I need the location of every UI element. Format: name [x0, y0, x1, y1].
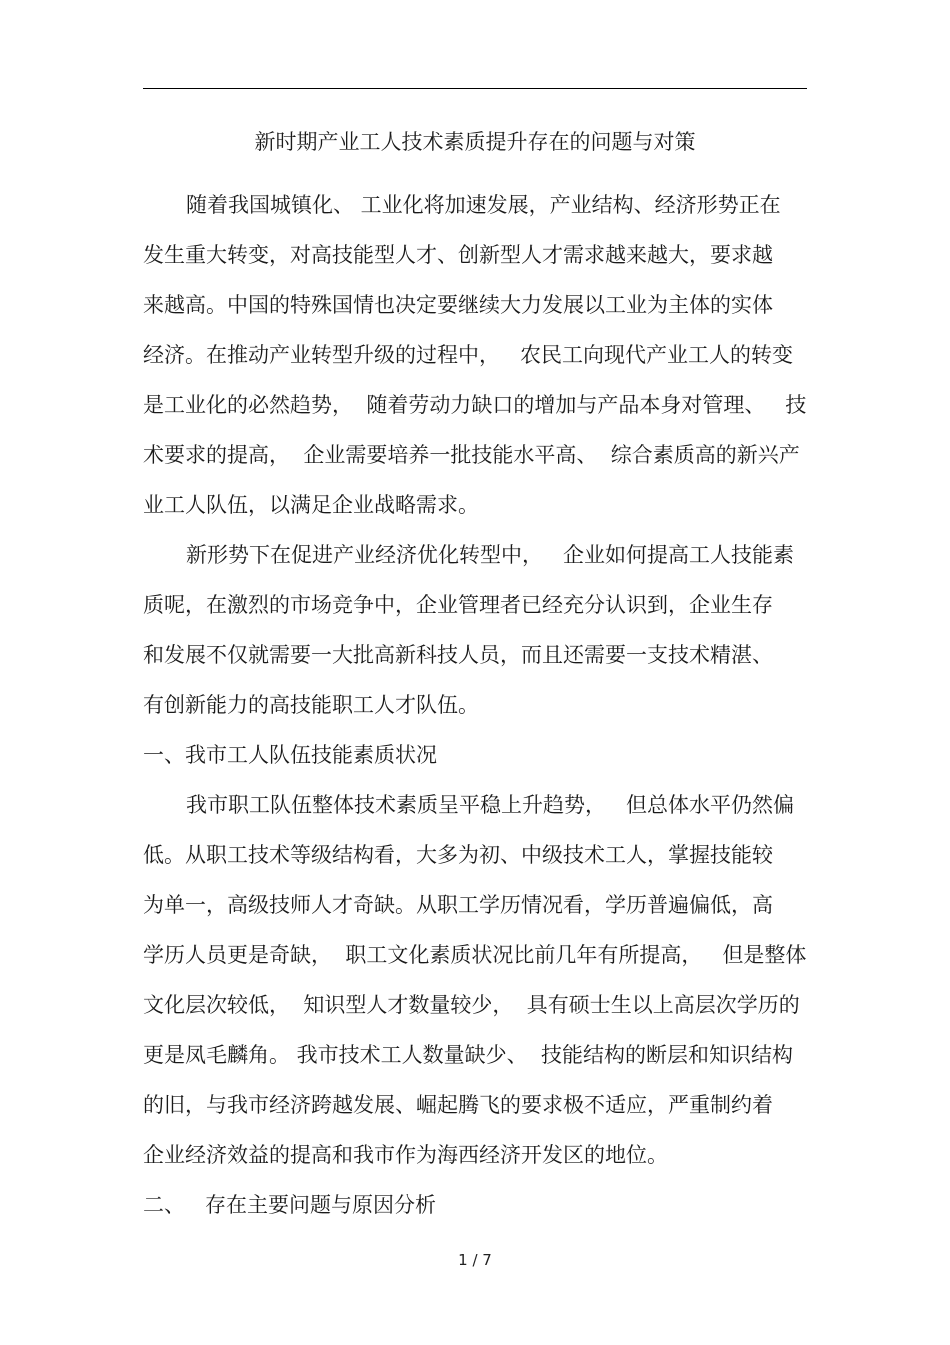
- paragraph-line: 和发展不仅就需要一大批高新科技人员，而且还需要一支技术精湛、: [143, 643, 773, 667]
- paragraph-line: 有创新能力的高技能职工人才队伍。: [143, 693, 479, 717]
- page-number: 1 / 7: [458, 1251, 492, 1269]
- paragraph-line: 是工业化的必然趋势， 随着劳动力缺口的增加与产品本身对管理、 技: [143, 393, 807, 417]
- paragraph-line: 低。从职工技术等级结构看，大多为初、中级技术工人，掌握技能较: [143, 843, 773, 867]
- paragraph-line: 我市职工队伍整体技术素质呈平稳上升趋势， 但总体水平仍然偏: [186, 793, 795, 817]
- paragraph-line: 质呢，在激烈的市场竞争中，企业管理者已经充分认识到，企业生存: [143, 593, 773, 617]
- paragraph-line: 术要求的提高， 企业需要培养一批技能水平高、 综合素质高的新兴产: [143, 443, 800, 467]
- paragraph-line: 企业经济效益的提高和我市作为海西经济开发区的地位。: [143, 1143, 668, 1167]
- section-heading: 二、 存在主要问题与原因分析: [143, 1193, 437, 1217]
- paragraph-line: 发生重大转变，对高技能型人才、创新型人才需求越来越大，要求越: [143, 243, 773, 267]
- document-title: 新时期产业工人技术素质提升存在的问题与对策: [254, 130, 696, 154]
- paragraph-line: 学历人员更是奇缺， 职工文化素质状况比前几年有所提高， 但是整体: [143, 943, 807, 967]
- paragraph-line: 经济。在推动产业转型升级的过程中， 农民工向现代产业工人的转变: [143, 343, 794, 367]
- paragraph-line: 文化层次较低， 知识型人才数量较少， 具有硕士生以上高层次学历的: [143, 993, 800, 1017]
- paragraph-line: 业工人队伍，以满足企业战略需求。: [143, 493, 479, 517]
- paragraph-line: 新形势下在促进产业经济优化转型中， 企业如何提高工人技能素: [186, 543, 795, 567]
- paragraph-line: 随着我国城镇化、 工业化将加速发展，产业结构、经济形势正在: [186, 193, 781, 217]
- paragraph-line: 为单一，高级技师人才奇缺。从职工学历情况看，学历普遍偏低，高: [143, 893, 773, 917]
- paragraph-line: 更是凤毛麟角。 我市技术工人数量缺少、 技能结构的断层和知识结构: [143, 1043, 794, 1067]
- section-heading: 一、我市工人队伍技能素质状况: [143, 743, 437, 767]
- paragraph-line: 来越高。中国的特殊国情也决定要继续大力发展以工业为主体的实体: [143, 293, 773, 317]
- paragraph-line: 的旧，与我市经济跨越发展、崛起腾飞的要求极不适应，严重制约着: [143, 1093, 773, 1117]
- header-rule: [143, 88, 807, 89]
